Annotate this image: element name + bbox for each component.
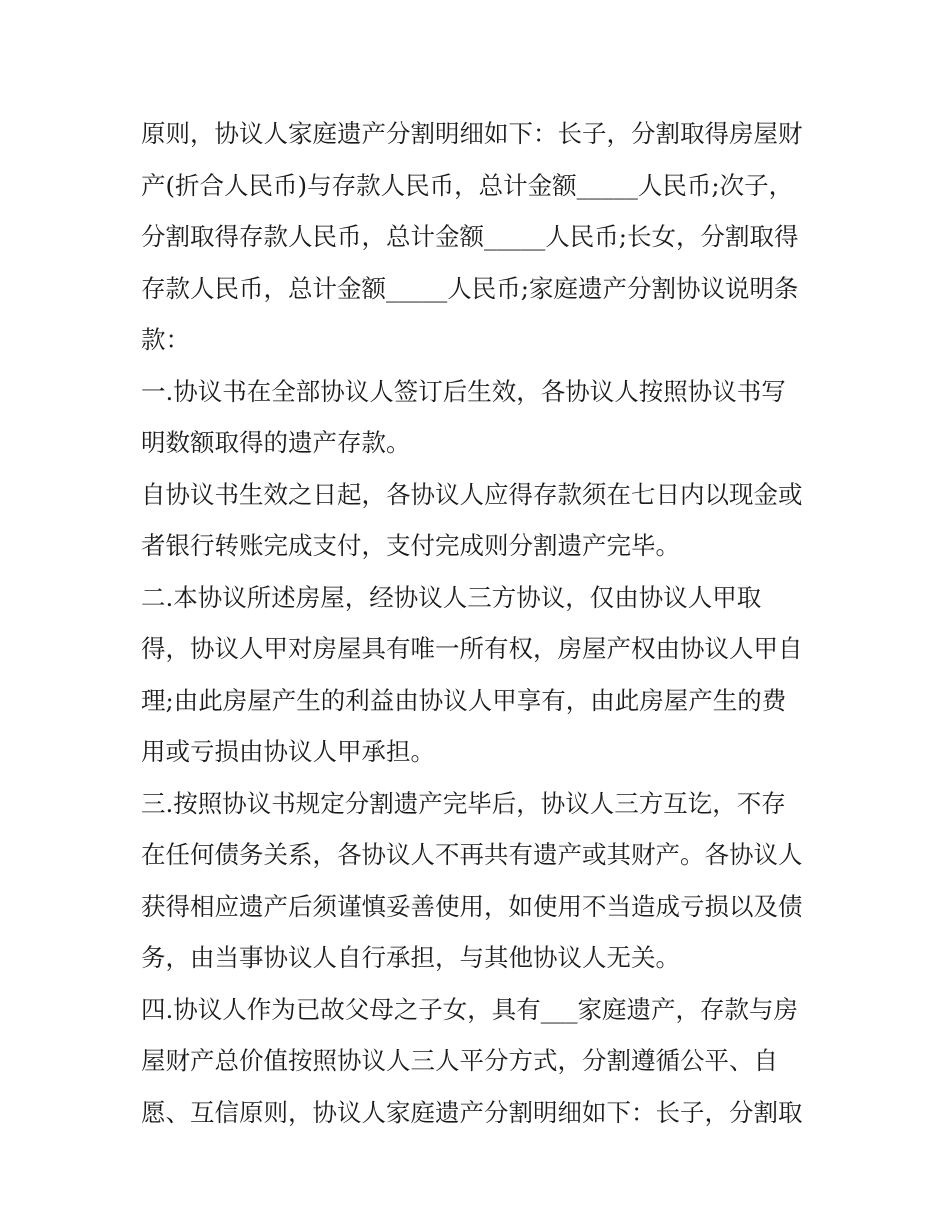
clause-1-line: 一.协议书在全部协议人签订后生效，各协议人按照协议书写 (141, 376, 786, 406)
text-line: 用或亏损由协议人甲承担。 (141, 737, 435, 766)
text-line: 理;由此房屋产生的利益由协议人甲享有，由此房屋产生的费 (141, 685, 787, 715)
text-line: 获得相应遗产后须谨慎妥善使用，如使用不当造成亏损以及债 (141, 891, 803, 921)
text-line: 得，协议人甲对房屋具有唯一所有权，房屋产权由协议人甲自 (141, 634, 803, 663)
document-body (141, 108, 831, 1138)
clause-4-line: 四.协议人作为已故父母之子女，具有___家庭遗产，存款与房 (141, 994, 799, 1024)
text-line: 分割取得存款人民币，总计金额_____人民币;长女，分割取得 (141, 222, 799, 251)
text-line: 款： (141, 325, 190, 354)
clause-3-line: 三.按照协议书规定分割遗产完毕后，协议人三方互讫，不存 (141, 788, 786, 818)
text-line: 屋财产总价值按照协议人三人平分方式，分割遵循公平、自 (141, 1046, 778, 1075)
text-line: 自协议书生效之日起，各协议人应得存款须在七日内以现金或 (141, 479, 803, 509)
text-line: 在任何债务关系，各协议人不再共有遗产或其财产。各协议人 (141, 840, 803, 869)
text-line: 原则，协议人家庭遗产分割明细如下：长子，分割取得房屋财 (141, 119, 803, 148)
text-line: 愿、互信原则，协议人家庭遗产分割明细如下：长子，分割取 (141, 1097, 803, 1127)
text-line: 者银行转账完成支付，支付完成则分割遗产完毕。 (141, 531, 680, 560)
text-line: 产(折合人民币)与存款人民币，总计金额_____人民币;次子， (141, 170, 794, 200)
text-line: 明数额取得的遗产存款。 (141, 428, 411, 457)
clause-2-line: 二.本协议所述房屋，经协议人三方协议，仅由协议人甲取 (141, 582, 762, 612)
text-line: 存款人民币，总计金额_____人民币;家庭遗产分割协议说明条 (141, 273, 799, 303)
text-line: 务，由当事协议人自行承担，与其他协议人无关。 (141, 943, 680, 972)
